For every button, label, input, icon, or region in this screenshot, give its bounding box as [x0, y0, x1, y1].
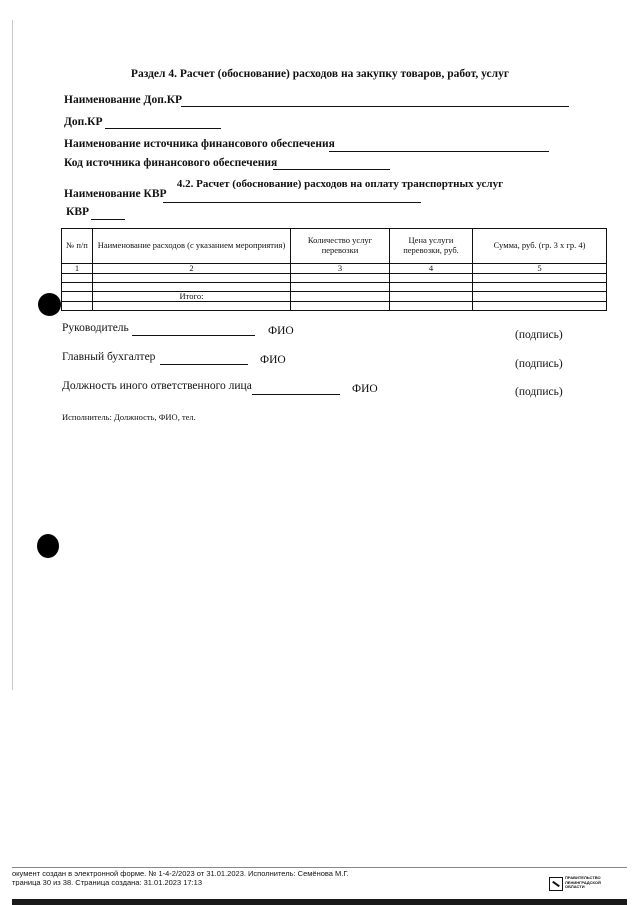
table-cell [390, 302, 473, 311]
field-label-kvr: КВР [66, 206, 90, 218]
footer-line-2: траница 30 из 38. Страница создана: 31.01.2023 17:13 [12, 878, 202, 886]
table-cell [473, 292, 607, 302]
table-cell [62, 292, 93, 302]
section-title: Раздел 4. Расчет (обоснование) расходов на закупку товаров, работ, услуг [130, 68, 510, 80]
signature-label-responsible: Должность иного ответственного лица [62, 380, 252, 392]
signature-line-accountant [160, 364, 248, 365]
footer-bar [12, 899, 627, 905]
table-cell [93, 274, 291, 283]
field-label-naim-dop-kr: Наименование Доп.КР [64, 94, 183, 106]
table-cell [291, 274, 390, 283]
field-line-naim-kvr [163, 202, 421, 203]
table-row [62, 274, 607, 283]
header-cell: Цена услуги перевозки, руб. [390, 229, 473, 264]
field-line-naim-istochnika [329, 151, 549, 152]
column-number: 5 [473, 264, 607, 274]
column-number: 4 [390, 264, 473, 274]
table-header-row [62, 229, 607, 264]
table-cell [390, 283, 473, 292]
field-label-naim-kvr: Наименование КВР [64, 188, 167, 200]
header-cell: № п/п [62, 229, 93, 264]
table-cell [291, 302, 390, 311]
expense-table [61, 228, 607, 311]
footer-divider [12, 867, 627, 868]
signature-line-head [132, 335, 255, 336]
table-row [62, 302, 607, 311]
table-cell [62, 283, 93, 292]
table-cell [62, 302, 93, 311]
table-cell [291, 292, 390, 302]
hole-punch-mark [38, 293, 61, 316]
field-line-naim-dop-kr [181, 106, 569, 107]
total-label: Итого: [93, 292, 291, 302]
footer-line-1: окумент создан в электронной форме. № 1-4-2/2023 от 31.01.2023. Исполнитель: Семёнова М.Г. [12, 869, 349, 878]
table-row-numbers [62, 264, 607, 274]
column-number: 3 [291, 264, 390, 274]
signature-fio-accountant: ФИО [260, 354, 286, 366]
hole-punch-mark [37, 534, 59, 558]
table-cell [473, 302, 607, 311]
table-total-row [62, 292, 607, 302]
signature-sign-head: (подпись) [515, 329, 563, 341]
table-cell [291, 283, 390, 292]
table-cell [473, 274, 607, 283]
header-cell: Наименование расходов (с указанием мероприятия) [93, 229, 291, 264]
signature-fio-head: ФИО [268, 325, 294, 337]
signature-line-responsible [252, 394, 340, 395]
field-line-dop-kr [105, 128, 221, 129]
table-cell [390, 274, 473, 283]
signature-sign-responsible: (подпись) [515, 386, 563, 398]
signature-label-head: Руководитель [62, 322, 129, 334]
field-label-kod-istochnika: Код источника финансового обеспечения [64, 157, 278, 169]
scan-edge [12, 20, 13, 690]
signature-sign-accountant: (подпись) [515, 358, 563, 370]
table-cell [473, 283, 607, 292]
executor-line: Исполнитель: Должность, ФИО, тел. [62, 412, 196, 422]
government-logo-icon [549, 877, 563, 891]
signature-label-accountant: Главный бухгалтер [62, 351, 156, 363]
table-cell [93, 302, 291, 311]
field-label-naim-istochnika: Наименование источника финансового обеспечения [64, 138, 335, 150]
column-number: 1 [62, 264, 93, 274]
logo-text: ПРАВИТЕЛЬСТВО ЛЕНИНГРАДСКОЙ ОБЛАСТИ [565, 875, 601, 889]
table-cell [390, 292, 473, 302]
header-cell: Количество услуг перевозки [291, 229, 390, 264]
field-label-dop-kr: Доп.КР [64, 116, 103, 128]
subsection-title: 4.2. Расчет (обоснование) расходов на оплату транспортных услуг [176, 178, 504, 190]
table-row [62, 283, 607, 292]
column-number: 2 [93, 264, 291, 274]
header-cell: Сумма, руб. (гр. 3 х гр. 4) [473, 229, 607, 264]
field-line-kod-istochnika [273, 169, 390, 170]
table-cell [62, 274, 93, 283]
signature-fio-responsible: ФИО [352, 383, 378, 395]
field-line-kvr [91, 219, 125, 220]
